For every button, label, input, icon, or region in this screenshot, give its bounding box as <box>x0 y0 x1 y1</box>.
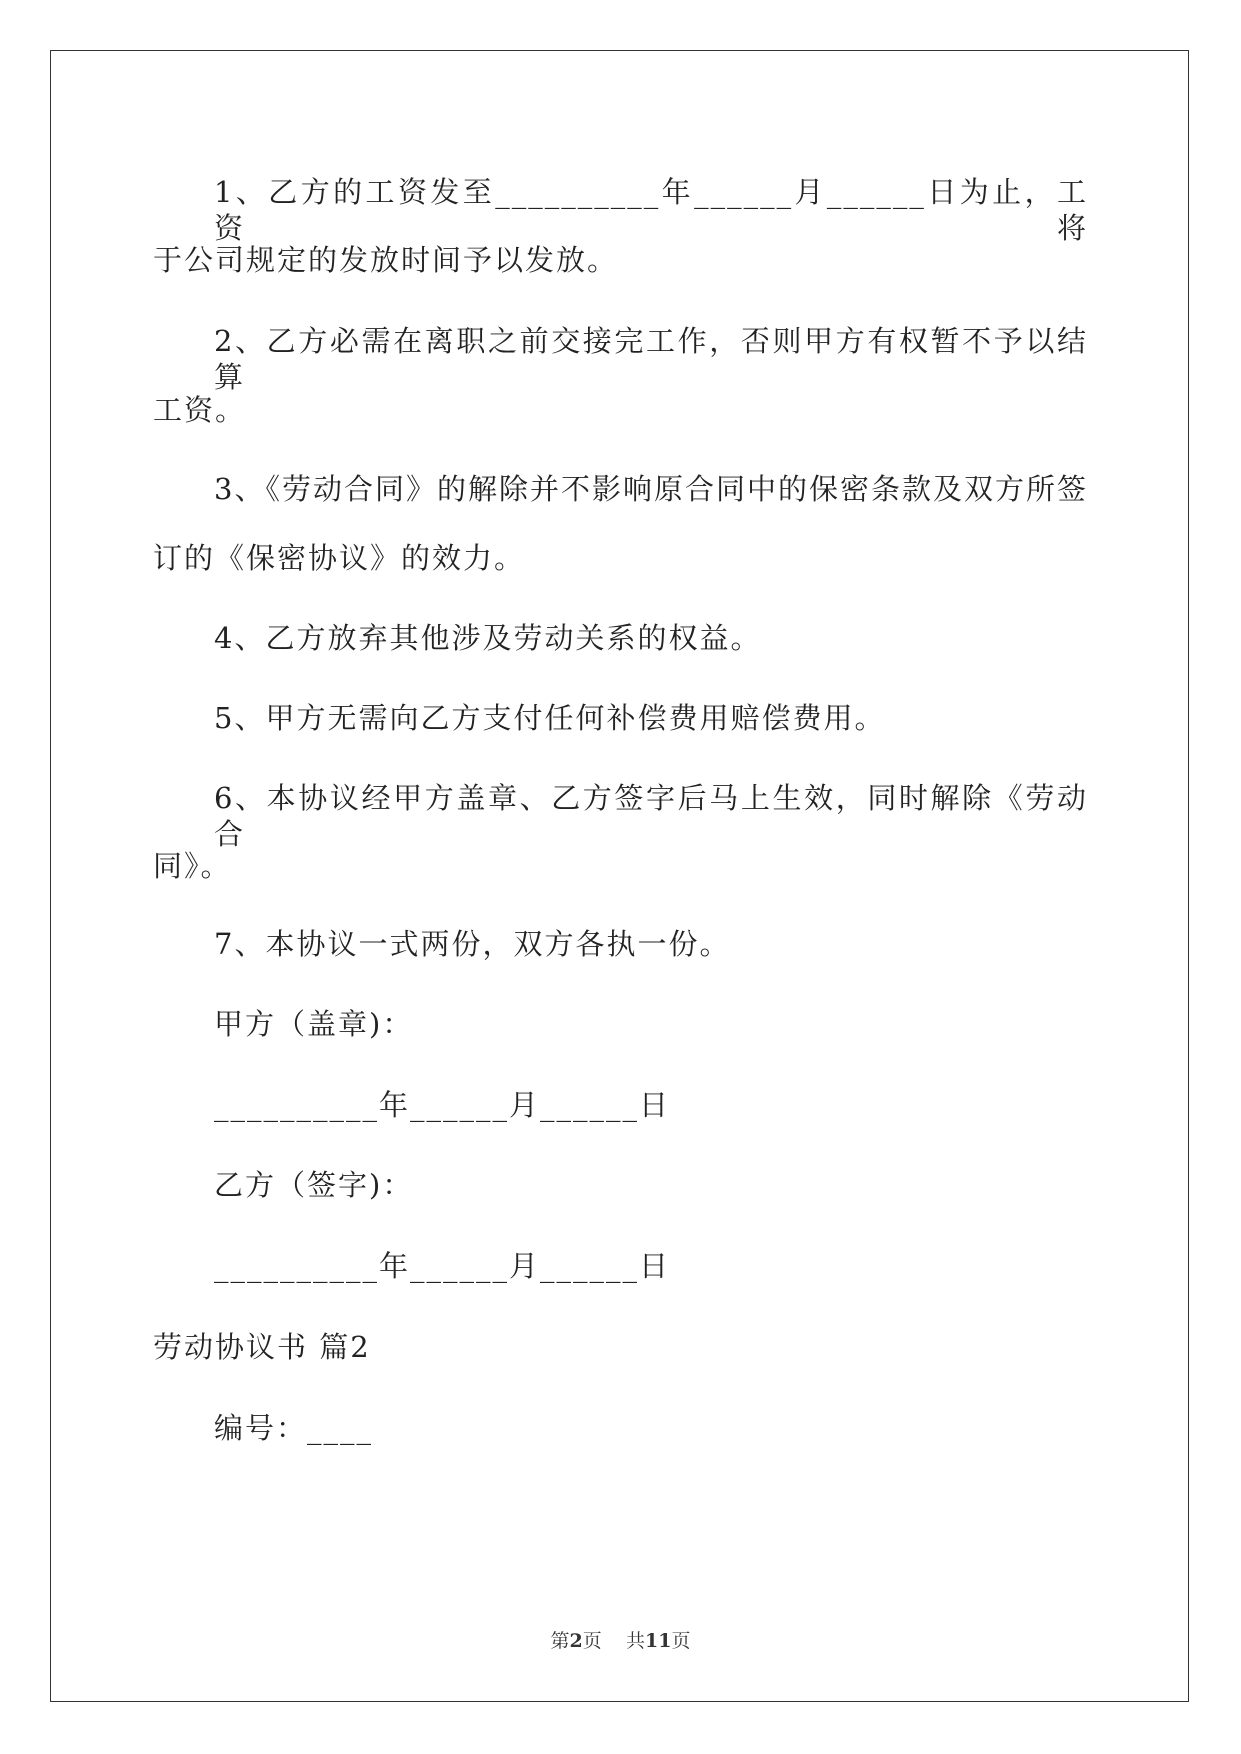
page-footer <box>0 1629 1241 1653</box>
clause-4: 4、乙方放弃其他涉及劳动关系的权益。 <box>214 621 762 655</box>
clause-3-line-1: 3、《劳动合同》的解除并不影响原合同中的保密条款及双方所签 <box>214 472 1088 506</box>
clause-6-line-1: 6、本协议经甲方盖章、乙方签字后马上生效，同时解除《劳动合 <box>214 781 1088 851</box>
number-field: 编号：____ <box>214 1411 374 1445</box>
clause-2-line-1: 2、乙方必需在离职之前交接完工作，否则甲方有权暂不予以结算 <box>214 324 1088 394</box>
clause-7: 7、本协议一式两份，双方各执一份。 <box>214 927 731 961</box>
total-pages: 11 <box>644 1630 672 1652</box>
clause-5: 5、甲方无需向乙方支付任何补偿费用赔偿费用。 <box>214 701 886 735</box>
party-b-date-line: __________年______月______日 <box>214 1249 671 1283</box>
page-prefix: 第 <box>550 1630 570 1652</box>
clause-6-line-2: 同》。 <box>153 849 232 883</box>
clause-1-line-1: 1、乙方的工资发至__________年______月______日为止，工资将 <box>214 175 1088 245</box>
party-a-date-line: __________年______月______日 <box>214 1088 671 1122</box>
total-suffix: 页 <box>671 1630 691 1652</box>
party-b-signature-label: 乙方（签字)： <box>214 1168 414 1202</box>
clause-2-line-2: 工资。 <box>153 393 247 427</box>
page-suffix: 页 <box>582 1630 602 1652</box>
party-a-seal-label: 甲方（盖章)： <box>214 1007 414 1041</box>
clause-1-line-2: 于公司规定的发放时间予以发放。 <box>153 243 619 277</box>
clause-3-line-2: 订的《保密协议》的效力。 <box>153 541 526 575</box>
section-heading: 劳动协议书 篇2 <box>153 1330 371 1364</box>
page-number: 2 <box>569 1630 583 1652</box>
total-prefix: 共 <box>625 1630 645 1652</box>
